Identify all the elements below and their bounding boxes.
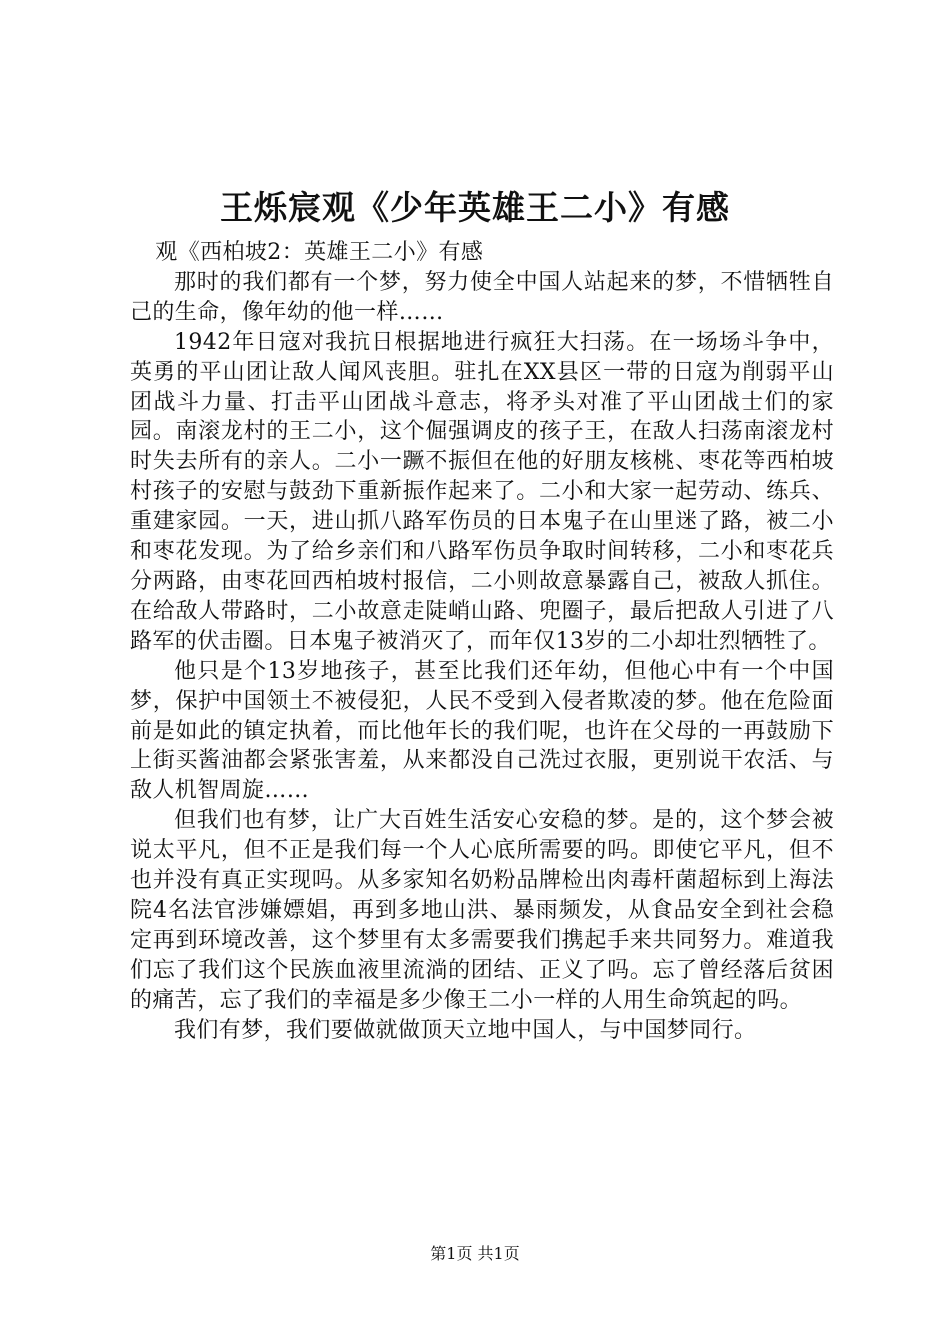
page-footer xyxy=(0,1244,950,1264)
paragraph-4: 但我们也有梦，让广大百姓生活安心安稳的梦。是的，这个梦会被说太平凡，但不正是我们每一个人心底所需要的吗。即使它平凡，但不也并没有真正实现吗。从多家知名奶粉品牌检出肉毒杆菌超标到上海法院4名法官涉嫌嫖娼，再到多地山洪、暴雨频发，从食品安全到社会稳定再到环境改善，这个梦里有太多需要我们携起手来共同努力。难道我们忘了我们这个民族血液里流淌的团结、正义了吗。忘了曾经落后贫困的痛苦，忘了我们的幸福是多少像王二小一样的人用生命筑起的吗。 xyxy=(130,808,834,1013)
document-title: 王烁宸观《少年英雄王二小》有感 xyxy=(220,188,730,227)
paragraph-3: 他只是个13岁地孩子，甚至比我们还年幼，但他心中有一个中国梦，保护中国领土不被侵犯，人民不受到入侵者欺凌的梦。他在危险面前是如此的镇定执着，而比他年长的我们呢，也许在父母的一再鼓励下上街买酱油都会紧张害羞，从来都没自己洗过衣服，更别说干农活、与敌人机智周旋…… xyxy=(130,658,834,804)
page-number: 第1页 共1页 xyxy=(430,1244,520,1263)
paragraph-5: 我们有梦，我们要做就做顶天立地中国人，与中国梦同行。 xyxy=(174,1017,757,1043)
paragraph-2: 1942年日寇对我抗日根据地进行疯狂大扫荡。在一场场斗争中，英勇的平山团让敌人闻风丧胆。驻扎在XX县区一带的日寇为削弱平山团战斗力量、打击平山团战斗意志，将矛头对准了平山团战士们的家园。南滚龙村的王二小，这个倔强调皮的孩子王，在敌人扫荡南滚龙村时失去所有的亲人。二小一蹶不振但在他的好朋友核桃、枣花等西柏坡村孩子的安慰与鼓劲下重新振作起来了。二小和大家一起劳动、练兵、重建家园。一天，进山抓八路军伤员的日本鬼子在山里迷了路，被二小和枣花发现。为了给乡亲们和八路军伤员争取时间转移，二小和枣花兵分两路，由枣花回西柏坡村报信，二小则故意暴露自己，被敌人抓住。在给敌人带路时，二小故意走陡峭山路、兜圈子，最后把敌人引进了八路军的伏击圈。日本鬼子被消灭了，而年仅13岁的二小却壮烈牺牲了。 xyxy=(130,329,834,654)
document-subtitle: 观《西柏坡2：英雄王二小》有感 xyxy=(155,240,484,265)
document-body xyxy=(130,238,834,1045)
paragraph-1: 那时的我们都有一个梦，努力使全中国人站起来的梦，不惜牺牲自己的生命，像年幼的他一样…… xyxy=(130,269,834,325)
